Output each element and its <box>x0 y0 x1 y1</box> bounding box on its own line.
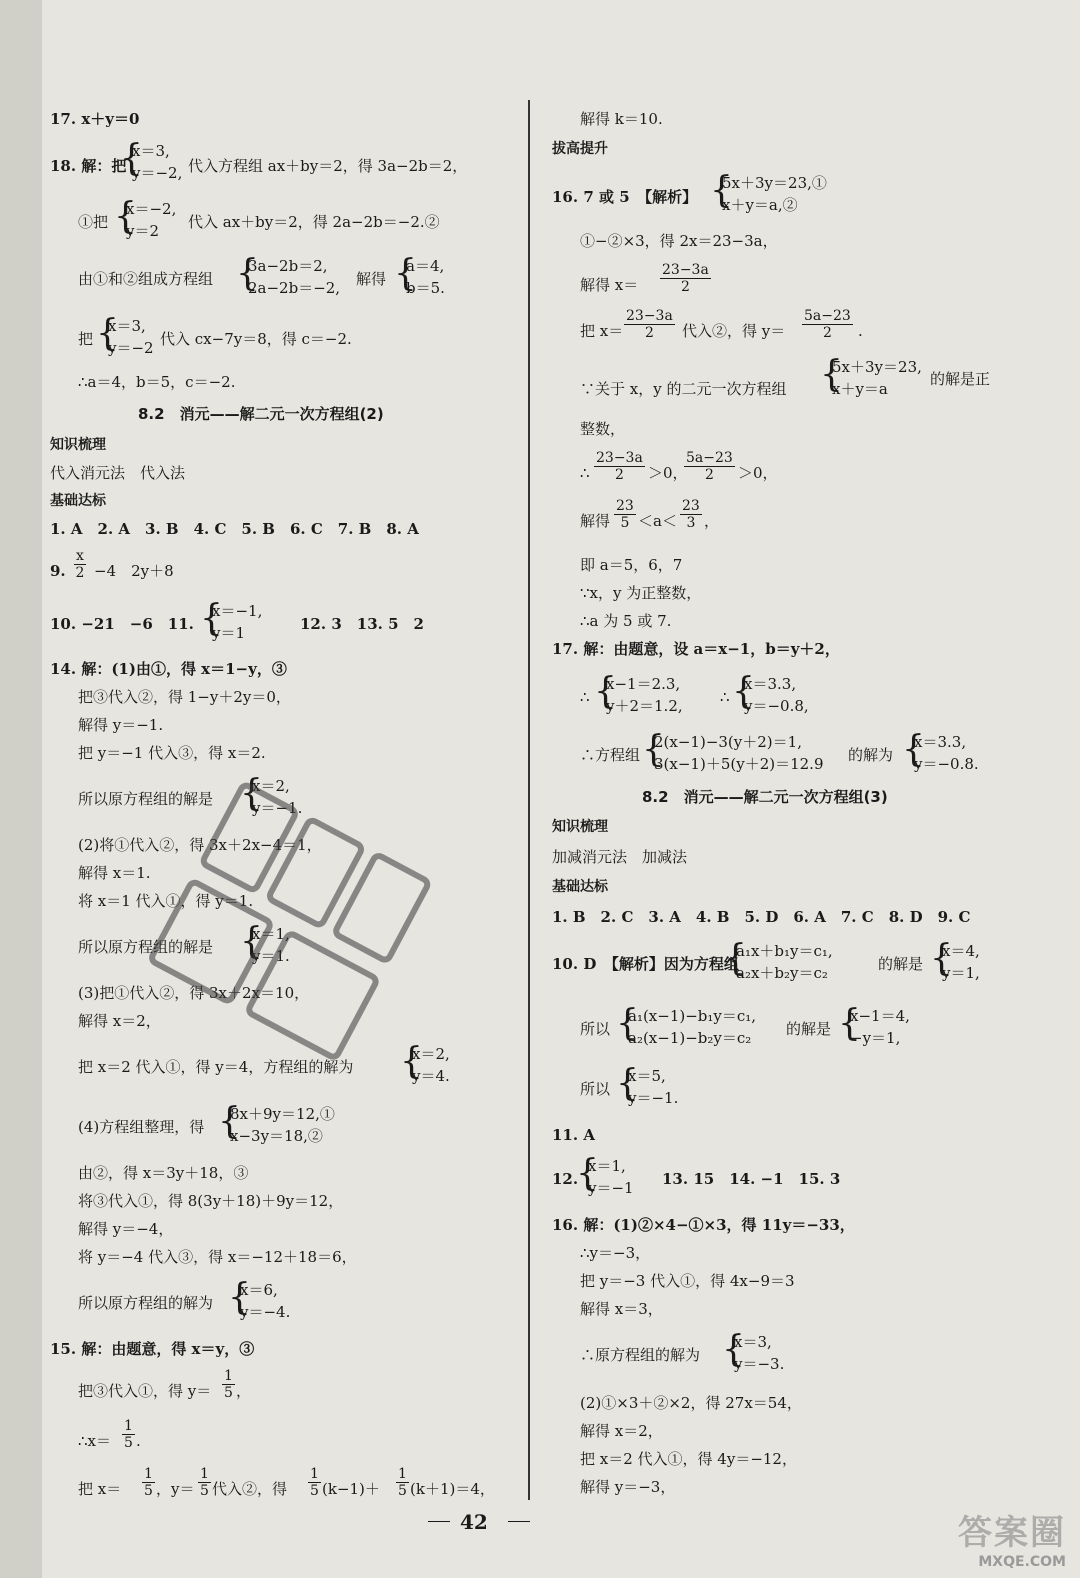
text-line: 所以原方程组的解是 <box>78 790 214 808</box>
text-line: 把③代入①，得 y＝ <box>78 1382 212 1400</box>
text-line: ∴ <box>580 464 590 482</box>
text-line: 所以 <box>580 1080 611 1098</box>
fraction-1-5: $\frac{1}{5}$ <box>144 1466 153 1499</box>
text-line: ∵x，y 为正整数， <box>580 584 702 602</box>
text-line: ∴原方程组的解为 <box>580 1346 701 1364</box>
text-line: 的解是正 <box>930 370 991 388</box>
fraction-1-5: $\frac{1}{5}$ <box>124 1418 133 1451</box>
text-line: 解得 <box>580 512 611 530</box>
text-line: 解得 x＝2， <box>78 1012 161 1030</box>
text-line: ∴ <box>720 688 730 706</box>
text-line: 所以 <box>580 1020 611 1038</box>
text-line: 的解是 <box>786 1020 832 1038</box>
text-line: 把 x＝2 代入①，得 y＝4，方程组的解为 <box>78 1058 354 1076</box>
text-line: (3)把①代入②，得 3x＋2x＝10， <box>78 984 310 1002</box>
heading-basic-2: 基础达标 <box>552 879 608 895</box>
text-line: 解得 x＝ <box>580 276 639 294</box>
answer-page: 17. x＋y＝0 18. 解：把 { x＝3, y＝−2, 代入方程组 ax＋by＝2，得 3a−2b＝2， ①把 { x＝−2, y＝2 代入 ax＋by＝2，得 2a−2b＝−2.② 由①和②组成方程组 { 3a−2b＝2, 2a−2b＝−2, 解得 { a＝4, b＝5. 把 { x＝3, y＝−2 代入 cx−7y＝8，得 c＝−2. ∴a＝4，b＝5，c＝−2. 8.2 消元——解二元一次方程组(2) 知识梳理 代入消元法 代入法 基础达标 1. A 2. A 3. B 4. C 5. B 6. C 7. B 8. A 9. $\frac{x}{2}$ −4 2y＋8 10. −21 −6 11. { x＝−1, y＝1 12. 3 13. 5 2 14. 解：(1)由①，得 x＝1−y，③ 把③代入②，得 1−y＋2y＝0， 解得 y＝−1. 把 y＝−1 代入③，得 x＝2. 所以原方程组的解是 { x＝2, y＝−1. (2)将①代入②，得 3x＋2x−4＝1， 解得 x＝1. 将 x＝1 代入①，得 y＝1. 所以原方程组的解是 { x＝1, y＝1. (3)把①代入②，得 3x＋2x＝10， 解得 x＝2， 把 x＝2 代入①，得 y＝4，方程组的解为 { x＝2, y＝4. (4)方程组整理，得 { 8x＋9y＝12,① x−3y＝18,② 由②，得 x＝3y＋18，③ 将③代入①，得 8(3y＋18)＋9y＝12， 解得 y＝−4， 将 y＝−4 代入③，得 x＝−12＋18＝6， 所以原方程组的解为 { x＝6, y＝−4. 15. 解：由题意，得 x＝y，③ 把③代入①，得 y＝ $\frac{1}{5}$ ， ∴x＝ $\frac{1}{5}$ . 把 x＝ $\frac{1}{5}$ ，y＝ $\frac{1}{5}$ 代入②，得 $\frac{1}{5}$ (k−1)＋ $\frac{1}{5}$ (k＋1)＝4， 解得 k＝10. 拔高提升 16. 7 或 5 【解析】 { 5x＋3y＝23,① x＋y＝a,② ①−②×3，得 2x＝23−3a， 解得 x＝ $\frac{23-3a}{2}$ 把 x＝ $\frac{23-3a}{2}$ 代入②，得 y＝ $\frac{5a-23}{2}$ . ∵关于 x，y 的二元一次方程组 { 5x＋3y＝23, x＋y＝a 的解是正 整数， ∴ $\frac{23-3a}{2}$ ＞0， $\frac{5a-23}{2}$ ＞0， 解得 $\frac{23}{5}$ ＜a＜ $\frac{23}{3}$ ， 即 a＝5，6，7 ∵x，y 为正整数， ∴a 为 5 或 7. 17. 解：由题意，设 a＝x−1，b＝y＋2， ∴ { x−1＝2.3, y＋2＝1.2, ∴ { x＝3.3, y＝−0.8, ∴方程组 { 2(x−1)−3(y＋2)＝1, 3(x−1)＋5(y＋2)＝12.9 的解为 { x＝3.3, y＝−0.8. 8.2 消元——解二元一次方程组(3) 知识梳理 加减消元法 加减法 基础达标 1. B 2. C 3. A 4. B 5. D 6. A 7. C 8. D 9. C 10. D 【解析】因为方程组 { a₁x＋b₁y＝c₁, a₂x＋b₂y＝c₂ 的解是 { x＝4, y＝1, 所以 { a₁(x−1)−b₁y＝c₁, a₂(x−1)−b₂y＝c₂ 的解是 { x−1＝4, −y＝1, 所以 { x＝5, y＝−1. 11. A 12. { x＝1, y＝−1 13. 15 14. −1 15. 3 16. 解：(1)②×4−①×3，得 11y＝−33， ∴y＝−3， 把 y＝−3 代入①，得 4x−9＝3 解得 x＝3， ∴原方程组的解为 { x＝3, y＝−3. (2)①×3＋②×2，得 27x＝54， 解得 x＝2， 把 x＝2 代入①，得 4y＝−12， 解得 y＝−3， 42 答案圈 MXQE.COM <box>0 0 1080 1578</box>
text-line: 解得 y＝−4， <box>78 1220 174 1238</box>
page-number-dash-left <box>428 1521 450 1522</box>
text-line: 解得 x＝2， <box>580 1422 663 1440</box>
heading-knowledge-2: 知识梳理 <box>552 819 608 835</box>
text-line: 10. −21 −6 11. <box>50 615 194 633</box>
heading-advanced: 拔高提升 <box>552 141 608 157</box>
text-line: (k＋1)＝4， <box>410 1480 495 1498</box>
text-line: ∴y＝−3， <box>580 1244 651 1262</box>
text-line: (k−1)＋ <box>322 1480 380 1498</box>
text-line: (2)将①代入②，得 3x＋2x−4＝1， <box>78 836 322 854</box>
fraction-23-over-3: $\frac{23}{3}$ <box>682 498 700 531</box>
text-line: . <box>858 322 863 340</box>
page-number-dash-right <box>508 1521 530 1522</box>
text-line: (4)方程组整理，得 <box>78 1118 205 1136</box>
text-line: 所以原方程组的解是 <box>78 938 214 956</box>
fraction-23-over-5: $\frac{23}{5}$ <box>616 498 634 531</box>
text-line: 12. 3 13. 5 2 <box>300 615 424 633</box>
answers-1-9: 1. B 2. C 3. A 4. B 5. D 6. A 7. C 8. D 9. C <box>552 908 971 926</box>
page-edge-shadow <box>0 0 42 1578</box>
text-line: ①把 <box>78 213 109 231</box>
text-line: ①−②×3，得 2x＝23−3a， <box>580 232 778 250</box>
text-line: 解得 y＝−3， <box>580 1478 676 1496</box>
text-line: 把 x＝ <box>580 322 624 340</box>
column-divider <box>528 100 530 1500</box>
site-logo <box>958 1505 1066 1570</box>
fraction-1-5: $\frac{1}{5}$ <box>398 1466 407 1499</box>
heading-knowledge: 知识梳理 <box>50 437 106 453</box>
text-line: 即 a＝5，6，7 <box>580 556 683 574</box>
text-line: 把 x＝2 代入①，得 4y＝−12， <box>580 1450 797 1468</box>
text-line: 把 y＝−1 代入③，得 x＝2. <box>78 744 266 762</box>
text-line: 的解为 <box>848 746 894 764</box>
text-line: 把 x＝ <box>78 1480 122 1498</box>
text-line: ， <box>704 512 720 530</box>
logo-url: MXQE.COM <box>978 1554 1066 1570</box>
text-line: 解得 y＝−1. <box>78 716 164 734</box>
text-line: 由②，得 x＝3y＋18，③ <box>78 1164 249 1182</box>
text-line: ∴a＝4，b＝5，c＝−2. <box>78 373 236 391</box>
text-line: 16. 7 或 5 【解析】 <box>552 188 698 206</box>
text-line: ∵关于 x，y 的二元一次方程组 <box>580 380 787 398</box>
text-line: 代入②，得 y＝ <box>682 322 786 340</box>
text-line: 代入②，得 <box>212 1480 288 1498</box>
text-line: 的解是 <box>878 955 924 973</box>
text-line: ∴ <box>580 688 590 706</box>
text-line: ＞0， <box>648 464 688 482</box>
text-line: 14. 解：(1)由①，得 x＝1−y，③ <box>50 660 287 678</box>
fraction-23-3a-over-2: $\frac{23-3a}{2}$ <box>662 262 709 295</box>
text-line: ，y＝ <box>156 1480 195 1498</box>
text-line: ∴方程组 <box>580 746 641 764</box>
text-line: ∴a 为 5 或 7. <box>580 612 672 630</box>
text-line: 代入消元法 代入法 <box>50 464 186 482</box>
fraction-1-5: $\frac{1}{5}$ <box>224 1368 233 1401</box>
text-line: 9. <box>50 562 66 580</box>
text-line: 所以原方程组的解为 <box>78 1294 214 1312</box>
text-line: ＜a＜ <box>638 512 677 530</box>
fraction-23-3a-over-2: $\frac{23-3a}{2}$ <box>596 450 643 483</box>
text-line: 12. <box>552 1170 579 1188</box>
text-line: ∴x＝ <box>78 1432 112 1450</box>
text-line: 将 x＝1 代入①，得 y＝1. <box>78 892 254 910</box>
text-line: 解得 x＝3， <box>580 1300 663 1318</box>
page-number: 42 <box>460 1510 488 1534</box>
text-line: 加减消元法 加减法 <box>552 848 688 866</box>
section-title-8-2-2: 8.2 消元——解二元一次方程组(2) <box>138 405 384 423</box>
fraction-23-3a-over-2: $\frac{23-3a}{2}$ <box>626 308 673 341</box>
text-line: 整数， <box>580 420 626 438</box>
text-line: . <box>136 1432 141 1450</box>
text-line: 代入 cx−7y＝8，得 c＝−2. <box>160 330 352 348</box>
text-line: 17. 解：由题意，设 a＝x−1，b＝y＋2， <box>552 640 840 658</box>
text-line: 把③代入②，得 1−y＋2y＝0， <box>78 688 291 706</box>
text-line: ＞0， <box>738 464 778 482</box>
text-line: 将③代入①，得 8(3y＋18)＋9y＝12， <box>78 1192 344 1210</box>
text-line: 由①和②组成方程组 <box>78 270 214 288</box>
answers-1-8: 1. A 2. A 3. B 4. C 5. B 6. C 7. B 8. A <box>50 520 419 538</box>
text-line: 代入方程组 ax＋by＝2，得 3a−2b＝2， <box>188 157 468 175</box>
text-line: (2)①×3＋②×2，得 27x＝54， <box>580 1394 802 1412</box>
fraction-5a-23-over-2: $\frac{5a-23}{2}$ <box>804 308 851 341</box>
text-line: 11. A <box>552 1126 595 1144</box>
text-line: 将 y＝−4 代入③，得 x＝−12＋18＝6， <box>78 1248 357 1266</box>
text-line: 把 <box>78 330 94 348</box>
text-line: 把 y＝−3 代入①，得 4x−9＝3 <box>580 1272 795 1290</box>
text-line: −4 2y＋8 <box>94 562 174 580</box>
logo-text: 答案圈 <box>958 1513 1066 1553</box>
fraction-1-5: $\frac{1}{5}$ <box>200 1466 209 1499</box>
text-line: 解得 <box>356 270 387 288</box>
text-line: 解得 x＝1. <box>78 864 151 882</box>
text-line: 13. 15 14. −1 15. 3 <box>662 1170 841 1188</box>
section-title-8-2-3: 8.2 消元——解二元一次方程组(3) <box>642 788 888 806</box>
text-line: 解得 k＝10. <box>580 110 663 128</box>
text-line: 16. 解：(1)②×4−①×3，得 11y＝−33， <box>552 1216 855 1234</box>
answer-17: 17. x＋y＝0 <box>50 110 140 128</box>
text-line: 代入 ax＋by＝2，得 2a−2b＝−2.② <box>188 213 440 231</box>
text-line: 10. D 【解析】因为方程组 <box>552 955 739 973</box>
text-line: 15. 解：由题意，得 x＝y，③ <box>50 1340 255 1358</box>
answer-18-intro: 18. 解：把 <box>50 157 127 175</box>
fraction-5a-23-over-2: $\frac{5a-23}{2}$ <box>686 450 733 483</box>
text-line: ， <box>236 1382 252 1400</box>
heading-basic: 基础达标 <box>50 493 106 509</box>
fraction-x-over-2: $\frac{x}{2}$ <box>75 548 85 581</box>
fraction-1-5: $\frac{1}{5}$ <box>310 1466 319 1499</box>
